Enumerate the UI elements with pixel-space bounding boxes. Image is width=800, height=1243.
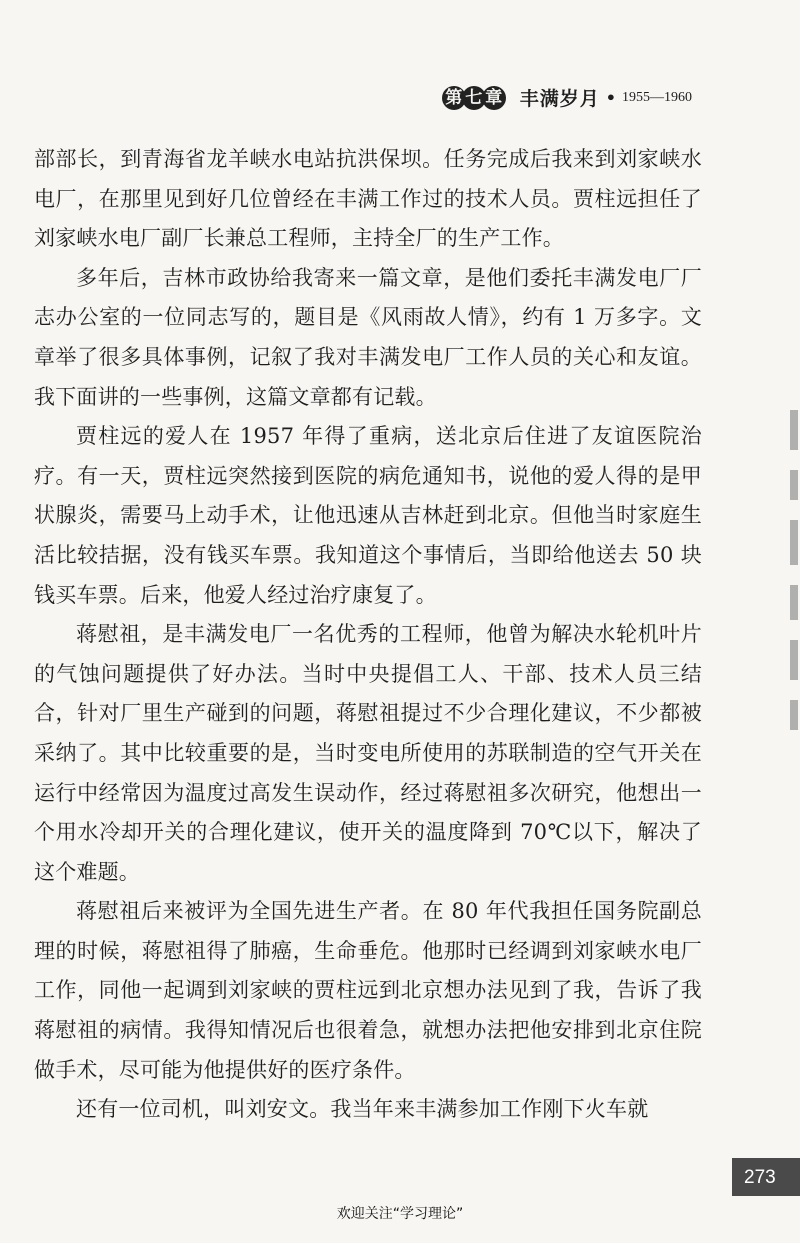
paragraph-6: 还有一位司机，叫刘安文。我当年来丰满参加工作刚下火车就 <box>76 1097 649 1122</box>
footer-note: 欢迎关注“学习理论” <box>336 1206 464 1222</box>
chapter-title: 丰满岁月 <box>519 88 600 110</box>
paragraph-5: 蒋慰祖后来被评为全国先进生产者。在 80 年代我担任国务院副总理的时候，蒋慰祖得了肺癌，生命垂危。他那时已经调到刘家峡水电厂工作，同他一起调到刘家峡的贾柱远到北京想办法见到了我，告诉了我蒋慰祖的病情。我得知情况后也很着急，就想办法把他安排到北京住院做手术，尽可能为他提供好的医疗条件。 <box>34 899 702 1082</box>
body-text <box>34 140 702 1130</box>
paragraph-1: 部部长，到青海省龙羊峡水电站抗洪保坝。任务完成后我来到刘家峡水电厂，在那里见到好几位曾经在丰满工作过的技术人员。贾柱远担任了刘家峡水电厂副厂长兼总工程师，主持全厂的生产工作。 <box>34 147 702 251</box>
paragraph-2: 多年后，吉林市政协给我寄来一篇文章，是他们委托丰满发电厂厂志办公室的一位同志写的，题目是《风雨故人情》，约有 1 万多字。文章举了很多具体事例，记叙了我对丰满发电厂工作人员的关心和友谊。我下面讲的一些事例，这篇文章都有记载。 <box>34 265 702 409</box>
running-header <box>442 84 692 111</box>
chapter-badge <box>442 86 502 110</box>
header-separator: • <box>605 88 616 107</box>
page-number: 273 <box>732 1160 800 1196</box>
chapter-badge-char-2: 七 <box>462 86 486 110</box>
chapter-badge-char-3: 章 <box>482 86 506 110</box>
chapter-badge-char-1: 第 <box>442 86 466 110</box>
paragraph-4: 蒋慰祖，是丰满发电厂一名优秀的工程师，他曾为解决水轮机叶片的气蚀问题提供了好办法。当时中央提倡工人、干部、技术人员三结合，针对厂里生产碰到的问题，蒋慰祖提过不少合理化建议，不少都被采纳了。其中比较重要的是，当时变电所使用的苏联制造的空气开关在运行中经常因为温度过高发生误动作，经过蒋慰祖多次研究，他想出一个用水冷却开关的合理化建议，使开关的温度降到 70℃以下，解决了这个难题。 <box>34 622 702 884</box>
paragraph-3: 贾柱远的爱人在 1957 年得了重病，送北京后住进了友谊医院治疗。有一天，贾柱远突然接到医院的病危通知书，说他的爱人得的是甲状腺炎，需要马上动手术，让他迅速从吉林赶到北京。但他当时家庭生活比较拮据，没有钱买车票。我知道这个事情后，当即给他送去 50 块钱买车票。后来，他爱人经过治疗康复了。 <box>34 424 702 607</box>
chapter-years: 1955—1960 <box>622 89 692 105</box>
page-edge-shadow <box>788 410 798 740</box>
